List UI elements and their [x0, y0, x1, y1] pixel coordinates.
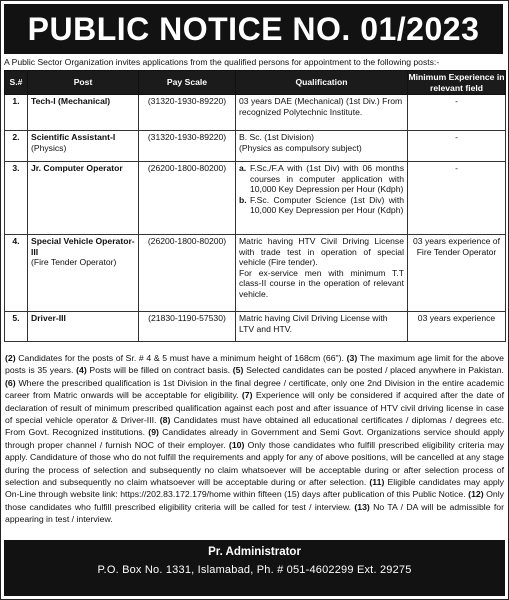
- option-text: F.Sc./F.A with (1st Div) with 06 months courses in computer application with 10,000 Key Depression per Hour (Kdph): [250, 163, 404, 195]
- table-row: [5, 312, 506, 342]
- row-experience: -: [408, 162, 506, 235]
- table-row: [5, 131, 506, 162]
- footer-contact: [4, 540, 505, 596]
- row-pay-scale: (21830-1190-57530): [139, 312, 236, 342]
- header-post: Post: [28, 71, 139, 95]
- note-text: Where the prescribed qualification is 1st Division in the final degree / certificate, only one 2nd Division in the entire academic career from Matric onwards will be acceptable for eligibility.: [5, 377, 504, 401]
- row-qualification: [236, 235, 408, 312]
- row-experience: -: [408, 131, 506, 162]
- option-label: a.: [239, 163, 247, 173]
- intro-text: A Public Sector Organization invites applications from the qualified persons for appointment to the following posts:-: [4, 57, 440, 67]
- row-post: [28, 95, 139, 131]
- row-post: [28, 162, 139, 235]
- table-row: [5, 235, 506, 312]
- posts-table: [4, 70, 506, 342]
- row-sno: 5.: [5, 312, 28, 342]
- note-number: (3): [346, 353, 358, 363]
- option-text: F.Sc. Computer Science (1st Div) with 10,000 Key Depression per Hour (Kdph): [250, 194, 404, 216]
- note-number: (11): [369, 477, 385, 488]
- row-pay-scale: (31320-1930-89220): [139, 95, 236, 131]
- note-number: (4): [76, 365, 87, 376]
- note-number: (5): [232, 365, 244, 376]
- table-row: [5, 95, 506, 131]
- qualification-option: [239, 195, 404, 216]
- row-sno: 1.: [5, 95, 28, 131]
- note-text: Candidates for the posts of Sr. # 4 & 5 must have a minimum height of 168cm (66").: [18, 353, 344, 363]
- note-text: Only those candidates who fulfill prescribed eligibility criteria may apply. Candidature of those who do not fulfill the requirements and apply for any of above positions, will be cancelled at any stage during the process of selection and subsequently no claim whatsoever will be acceptable during or after selection process of selection and subsequently no claim whatsoever will be acceptable during or after selection.: [5, 439, 505, 488]
- row-sno: 4.: [5, 235, 28, 312]
- note-text: Experience will only be considered if acquired after the date of declaration of result of minimum prescribed qualification against each post and after issuance of HTV civil driving license in case of special vehicle operator & Driver-III.: [5, 390, 504, 426]
- row-experience: 03 years experience of Fire Tender Operator: [408, 235, 506, 312]
- post-name: Tech-I (Mechanical): [31, 96, 111, 106]
- note-text: Eligible candidates may apply On-Line through website link: https://202.83.172.179/home within fifteen (15) days after publication of this Public Notice.: [5, 477, 505, 500]
- header-qualification: Qualification: [236, 71, 408, 95]
- note-text: Posts will be filled on contract basis.: [89, 365, 231, 376]
- post-subtitle: (Physics): [31, 142, 67, 153]
- note-number: (9): [148, 427, 159, 438]
- qualification-text: B. Sc. (1st Division): [239, 132, 314, 142]
- note-number: (13): [354, 501, 370, 512]
- post-name: Scientific Assistant-I: [31, 132, 116, 142]
- post-name: Jr. Computer Operator: [31, 163, 123, 173]
- note-number: (10): [228, 439, 245, 450]
- footer-signatory: Pr. Administrator: [208, 546, 301, 558]
- note-number: (12): [468, 489, 484, 500]
- note-number: (6): [5, 377, 16, 388]
- notes-paragraph: [5, 352, 504, 526]
- row-qualification: [236, 162, 408, 235]
- option-label: b.: [239, 194, 247, 205]
- row-pay-scale: (26200-1800-80200): [139, 162, 236, 235]
- post-name: Driver-III: [31, 313, 66, 323]
- table-row: [5, 162, 506, 235]
- row-qualification: [236, 131, 408, 162]
- qualification-text: Matric having HTV Civil Driving License with trade test in operation of special vehicle (Fire tender).: [239, 236, 404, 268]
- qualification-text: Matric having Civil Driving License with LTV and HTV.: [239, 313, 388, 334]
- row-sno: 3.: [5, 162, 28, 235]
- qualification-note: For ex-service men with minimum T.T class-II course in the operation of relevant vehicle.: [239, 267, 404, 299]
- row-pay-scale: (31320-1930-89220): [139, 131, 236, 162]
- row-qualification: [236, 95, 408, 131]
- table-header-row: [5, 71, 506, 95]
- note-text: Only those candidates who fulfill prescribed eligibility criteria will be called for test / interview.: [5, 489, 504, 512]
- footer-address: P.O. Box No. 1331, Islamabad, Ph. # 051-4602299 Ext. 29275: [97, 564, 412, 576]
- header-sno: S.#: [5, 71, 28, 95]
- note-number: (2): [5, 353, 16, 363]
- row-post: [28, 131, 139, 162]
- row-experience: 03 years experience: [408, 312, 506, 342]
- note-text: The maximum age limit for the above posts is 35 years.: [5, 353, 505, 376]
- row-post: [28, 312, 139, 342]
- row-experience: -: [408, 95, 506, 131]
- header-experience: Minimum Experience in relevant field: [408, 71, 505, 93]
- note-text: No TA / DA will be admissible for appearing in test / interview.: [5, 501, 504, 525]
- note-number: (7): [241, 390, 253, 401]
- note-text: Candidates must have obtained all educational certificates / diplomas / degrees etc. From Govt. Recognized institutions.: [5, 415, 505, 438]
- qualification-option: [239, 163, 404, 195]
- notice-title: PUBLIC NOTICE NO. 01/2023: [4, 4, 503, 54]
- row-pay-scale: (26200-1800-80200): [139, 235, 236, 312]
- row-post: [28, 235, 139, 312]
- header-pay-scale: Pay Scale: [139, 71, 236, 95]
- row-qualification: [236, 312, 408, 342]
- post-name: Special Vehicle Operator-III: [31, 236, 135, 257]
- row-sno: 2.: [5, 131, 28, 162]
- note-text: Selected candidates can be posted / placed anywhere in Pakistan.: [246, 365, 504, 376]
- post-subtitle: (Fire Tender Operator): [31, 257, 117, 268]
- note-text: Candidates already in Government and Semi Govt. Organizations service should apply through proper channel / furnish NOC of their employer.: [5, 427, 504, 450]
- note-number: (8): [159, 415, 171, 426]
- qualification-note: (Physics as compulsory subject): [239, 142, 362, 153]
- qualification-text: 03 years DAE (Mechanical) (1st Div.) From recognized Polytechnic Institute.: [239, 96, 403, 117]
